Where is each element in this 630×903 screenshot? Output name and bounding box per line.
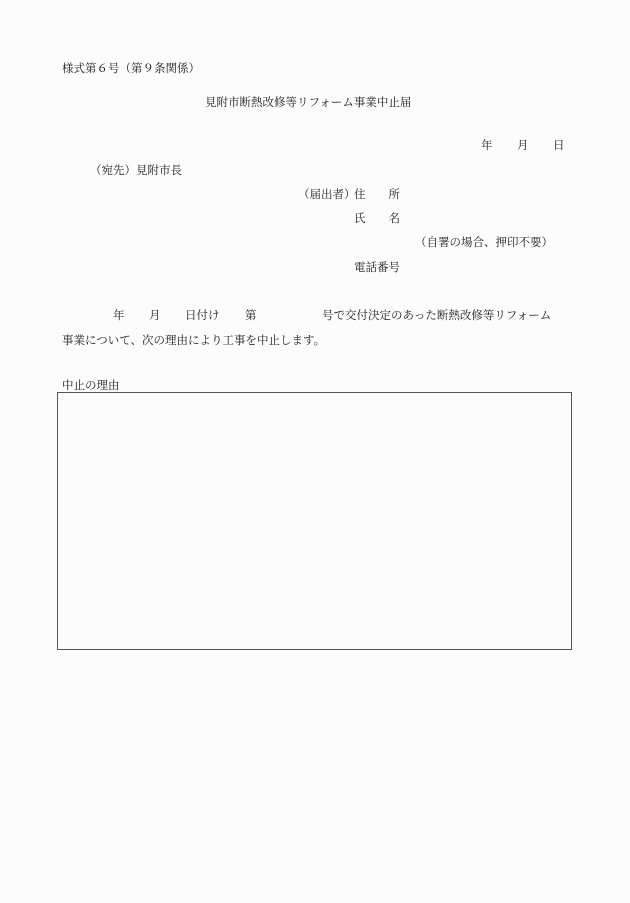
date-day-label: 日 — [553, 138, 565, 152]
name-label: 氏 名 — [354, 211, 400, 225]
form-number: 様式第６号（第９条関係） — [62, 61, 200, 75]
addressee: （宛先）見附市長 — [90, 163, 182, 177]
signature-note: （自署の場合、押印不要） — [415, 235, 553, 249]
applicant-label: （届出者） — [298, 187, 356, 201]
address-label: 住 所 — [354, 187, 400, 201]
date-year-label: 年 — [481, 138, 493, 152]
body-line2: 事業について、次の理由により工事を中止します。 — [62, 333, 326, 347]
body-date-suffix: 日付け — [185, 308, 220, 322]
reason-box[interactable] — [57, 392, 572, 650]
body-month-label: 月 — [149, 308, 161, 322]
body-number-prefix: 第 — [245, 308, 257, 322]
phone-label: 電話番号 — [354, 260, 400, 274]
date-month-label: 月 — [517, 138, 529, 152]
form-title: 見附市断熱改修等リフォーム事業中止届 — [205, 95, 412, 109]
body-year-label: 年 — [113, 308, 125, 322]
reason-label: 中止の理由 — [62, 378, 120, 392]
body-line1-rest: 号で交付決定のあった断熱改修等リフォーム — [322, 308, 552, 322]
